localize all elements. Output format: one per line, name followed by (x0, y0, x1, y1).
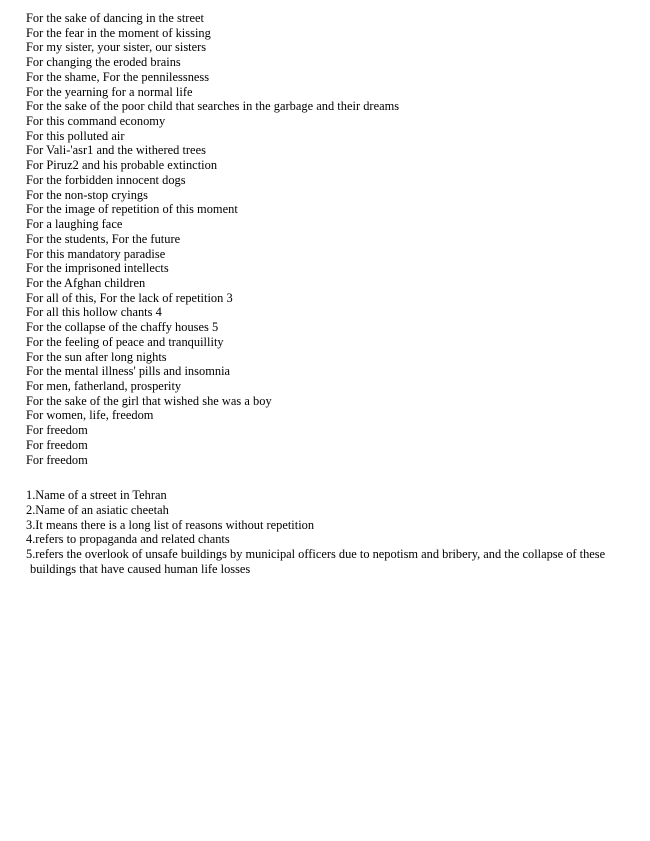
poem-line: For the imprisoned intellects (26, 261, 169, 276)
poem-line: For changing the eroded brains (26, 55, 181, 70)
footnote-five-line-two: buildings that have caused human life losses (30, 561, 251, 576)
poem-line: For the yearning for a normal life (26, 84, 193, 99)
footnote-item: 4.refers to propaganda and related chants (26, 532, 230, 547)
poem-line: For the sake of the poor child that searches in the garbage and their dreams (26, 99, 400, 114)
poem-body (26, 11, 632, 467)
poem-line: For the forbidden innocent dogs (26, 172, 186, 187)
poem-line: For the non-stop cryings (26, 187, 148, 202)
poem-line: For the sun after long nights (26, 349, 167, 364)
poem-line: For freedom (26, 423, 88, 438)
poem-line: For a laughing face (26, 217, 123, 232)
poem-line: For the feeling of peace and tranquillity (26, 334, 224, 349)
poem-line: For this mandatory paradise (26, 246, 166, 261)
footnote-five-line-one: 5.refers the overlook of unsafe buildings by municipal officers due to nepotism and bribery, and the collapse of these (26, 547, 606, 562)
footnote-item: 2.Name of an asiatic cheetah (26, 503, 169, 517)
poem-line: For women, life, freedom (26, 408, 154, 423)
poem-line: For Piruz2 and his probable extinction (26, 158, 218, 173)
poem-line: For the mental illness' pills and insomnia (26, 364, 231, 379)
poem-line: For my sister, your sister, our sisters (26, 40, 207, 55)
poem-line: For the collapse of the chaffy houses 5 (26, 320, 219, 335)
poem-line: For the Afghan children (26, 275, 146, 290)
poem-line: For the students, For the future (26, 231, 181, 246)
footnotes-section (26, 488, 632, 576)
poem-line: For the shame, For the pennilessness (26, 69, 210, 84)
poem-line: For freedom (26, 452, 88, 467)
poem-line: For this command economy (26, 114, 166, 129)
poem-line: For Vali-'asr1 and the withered trees (26, 143, 206, 158)
poem-line: For men, fatherland, prosperity (26, 378, 182, 393)
poem-line: For all of this, For the lack of repetition 3 (26, 290, 233, 305)
poem-line: For this polluted air (26, 128, 125, 143)
poem-line: For the sake of the girl that wished she was a boy (26, 393, 272, 408)
footnote-item: 3.It means there is a long list of reasons without repetition (26, 517, 315, 532)
footnote-item: 1.Name of a street in Tehran (26, 488, 167, 503)
poem-line: For all this hollow chants 4 (26, 305, 162, 320)
poem-line: For freedom (26, 437, 88, 452)
poem-line: For the sake of dancing in the street (26, 11, 204, 25)
poem-line: For the fear in the moment of kissing (26, 25, 211, 40)
poem-line: For the image of repetition of this moment (26, 202, 238, 217)
document-content (26, 11, 632, 577)
footnote-item (26, 547, 626, 576)
